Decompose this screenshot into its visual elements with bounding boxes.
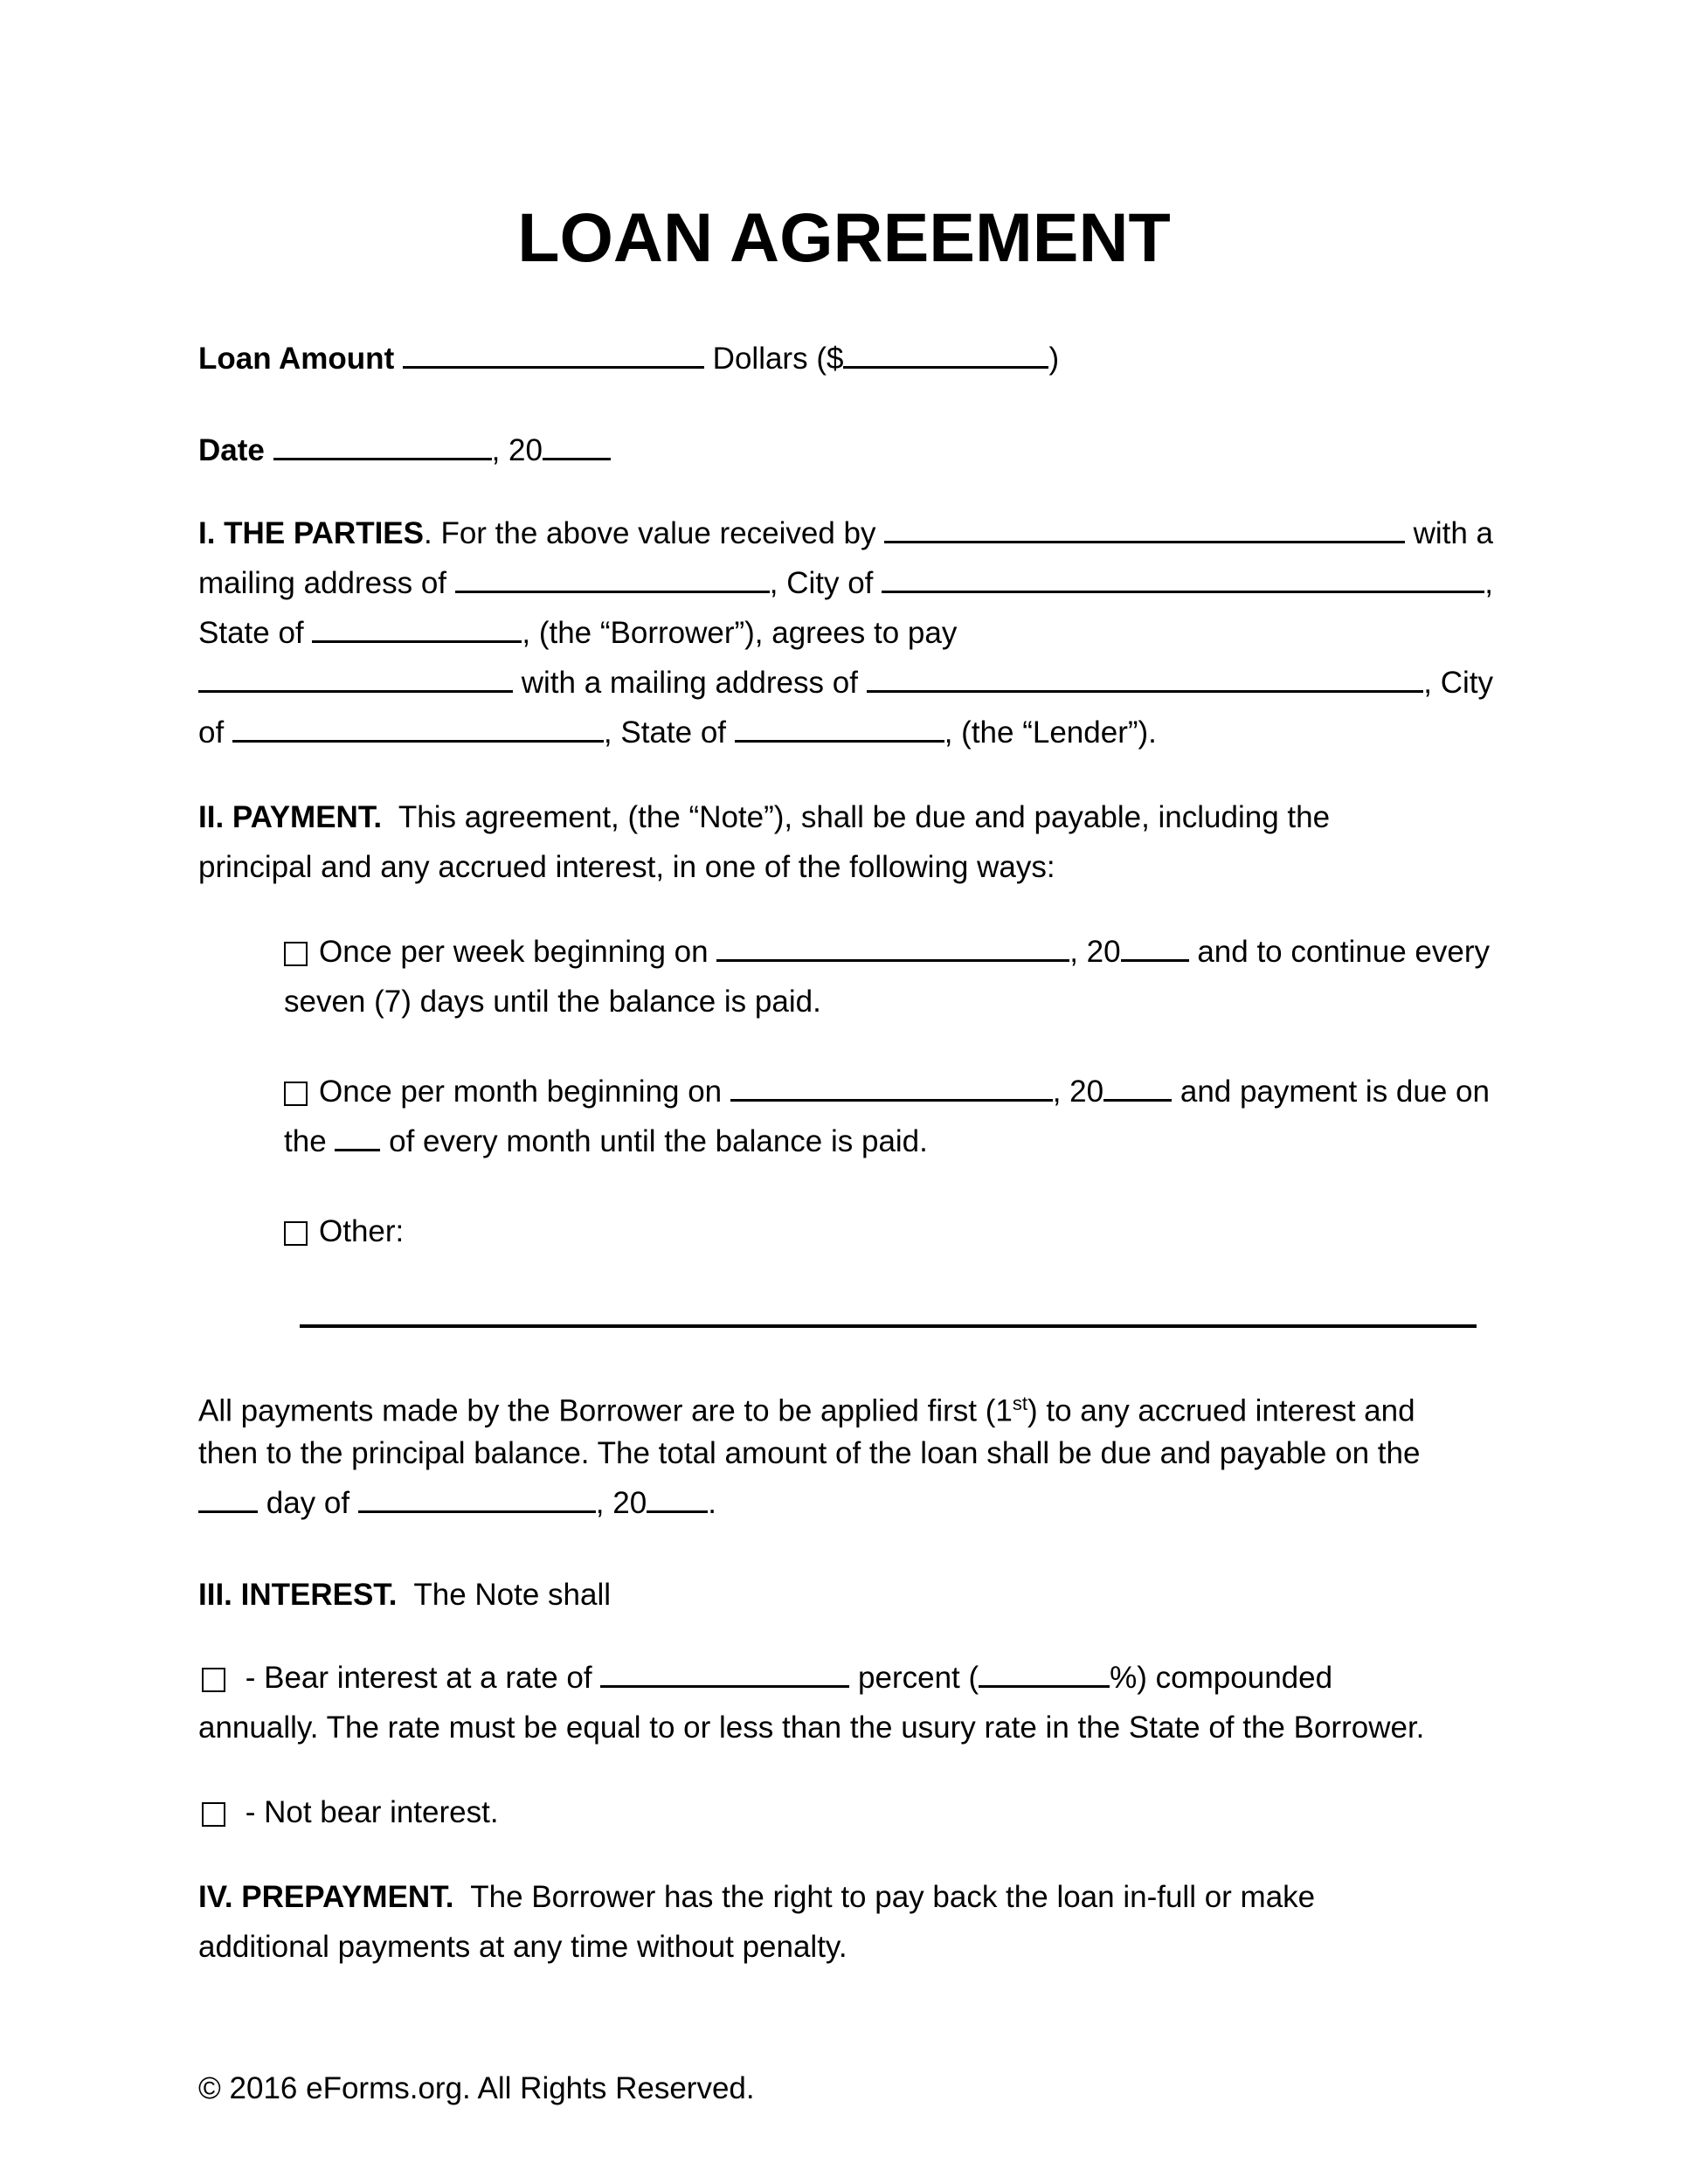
option-not-bear-line xyxy=(198,1787,1493,1837)
checkbox-bear-interest[interactable] xyxy=(202,1668,225,1692)
parties-line-3-start: State of xyxy=(198,616,313,650)
option-bear-label: - Bear interest at a rate of xyxy=(237,1661,601,1695)
due-month-blank[interactable] xyxy=(358,1490,596,1513)
month-start-date-blank[interactable] xyxy=(730,1079,1053,1102)
month-start-year-blank[interactable] xyxy=(1103,1079,1172,1102)
option-week-tail: and to continue every xyxy=(1188,935,1490,969)
payment-intro-line-1 xyxy=(198,792,1493,842)
checkbox-once-per-week[interactable] xyxy=(284,942,308,966)
payment-intro-text: This agreement, (the “Note”), shall be due and payable, including the xyxy=(382,800,1331,834)
option-bear-tail: %) compounded xyxy=(1110,1661,1333,1695)
parties-line-2-end: , xyxy=(1484,566,1493,600)
checkbox-other[interactable] xyxy=(284,1221,308,1246)
prepayment-text: The Borrower has the right to pay back the loan in-full or make xyxy=(453,1880,1316,1914)
other-payment-blank[interactable] xyxy=(300,1324,1477,1328)
parties-line-5-start: of xyxy=(198,715,232,750)
allpay-paragraph xyxy=(198,1379,1493,1528)
option-other xyxy=(284,1206,1490,1256)
lender-city-blank[interactable] xyxy=(232,720,604,743)
interest-rate-percent-blank[interactable] xyxy=(979,1665,1110,1688)
option-month-line-2-end: of every month until the balance is paid. xyxy=(380,1124,928,1158)
parties-line-3-end: , (the “Borrower”), agrees to pay xyxy=(522,616,958,650)
week-start-year-blank[interactable] xyxy=(1121,939,1189,962)
lender-name-blank[interactable] xyxy=(198,670,513,693)
parties-line-2 xyxy=(198,558,1493,608)
option-once-per-week xyxy=(284,927,1490,1026)
date-blank[interactable] xyxy=(273,438,492,460)
section-payment xyxy=(198,792,1493,892)
checkbox-once-per-month[interactable] xyxy=(284,1082,308,1106)
option-month-year-prefix: , 20 xyxy=(1052,1075,1104,1109)
allpay-line-1-b: ) to any accrued interest and xyxy=(1027,1393,1415,1428)
loan-amount-label: Loan Amount xyxy=(198,342,403,376)
parties-line-1-end: with a xyxy=(1404,516,1493,550)
option-week-year-prefix: , 20 xyxy=(1069,935,1121,969)
parties-line-5-end: , (the “Lender”). xyxy=(944,715,1157,750)
interest-heading: III. INTEREST. xyxy=(198,1578,398,1612)
borrower-name-blank[interactable] xyxy=(884,521,1405,543)
option-bear-line-1 xyxy=(198,1653,1493,1703)
option-month-line-2-start: the xyxy=(284,1124,336,1158)
parties-line-5 xyxy=(198,708,1493,757)
dollars-label: Dollars ($ xyxy=(703,342,844,376)
payment-intro-line-2: principal and any accrued interest, in one of the following ways: xyxy=(198,850,1055,884)
loan-amount-words-blank[interactable] xyxy=(403,346,704,369)
allpay-line-3 xyxy=(198,1478,1493,1528)
option-week-label: Once per week beginning on xyxy=(319,935,717,969)
option-month-line-2 xyxy=(284,1116,1490,1166)
date-year-blank[interactable] xyxy=(543,438,611,460)
allpay-line-3-mid: day of xyxy=(258,1486,358,1520)
borrower-city-blank[interactable] xyxy=(882,570,1484,593)
interest-intro-line xyxy=(198,1570,1493,1620)
date-line xyxy=(198,425,1493,475)
copyright-text: © 2016 eForms.org. All Rights Reserved. xyxy=(198,2071,755,2105)
option-month-label: Once per month beginning on xyxy=(319,1075,730,1109)
day-of-month-blank[interactable] xyxy=(335,1129,380,1151)
borrower-address-blank[interactable] xyxy=(455,570,770,593)
due-year-blank[interactable] xyxy=(647,1490,708,1513)
allpay-line-1 xyxy=(198,1379,1493,1428)
loan-amount-number-blank[interactable] xyxy=(843,346,1048,369)
option-not-bear-interest xyxy=(198,1787,1493,1837)
parties-heading: I. THE PARTIES xyxy=(198,516,424,550)
week-start-date-blank[interactable] xyxy=(716,939,1069,962)
parties-line-4-end: , City xyxy=(1423,666,1493,700)
parties-line-4-mid: with a mailing address of xyxy=(513,666,867,700)
close-paren: ) xyxy=(1048,342,1060,376)
section-prepayment xyxy=(198,1872,1493,1972)
prepayment-line-1 xyxy=(198,1872,1493,1922)
parties-line-4 xyxy=(198,658,1493,708)
section-interest xyxy=(198,1570,1493,1620)
prepayment-heading: IV. PREPAYMENT. xyxy=(198,1880,454,1914)
borrower-state-blank[interactable] xyxy=(312,620,522,643)
allpay-line-1-a: All payments made by the Borrower are to be applied first (1 xyxy=(198,1393,1013,1428)
date-label: Date xyxy=(198,433,273,467)
parties-line-2-start: mailing address of xyxy=(198,566,455,600)
option-bear-interest xyxy=(198,1653,1493,1752)
parties-line-2-mid: , City of xyxy=(769,566,882,600)
interest-intro-text: The Note shall xyxy=(397,1578,612,1612)
lender-address-blank[interactable] xyxy=(867,670,1424,693)
option-bear-line-2: annually. The rate must be equal to or less than the usury rate in the State of the Borrower. xyxy=(198,1711,1425,1745)
prepayment-line-2: additional payments at any time without penalty. xyxy=(198,1930,847,1964)
option-week-line-2: seven (7) days until the balance is paid. xyxy=(284,985,821,1019)
section-parties xyxy=(198,508,1493,757)
interest-rate-words-blank[interactable] xyxy=(600,1665,849,1688)
lender-state-blank[interactable] xyxy=(735,720,944,743)
loan-amount-line xyxy=(198,334,1493,384)
allpay-year-prefix: , 20 xyxy=(595,1486,647,1520)
checkbox-not-bear-interest[interactable] xyxy=(202,1802,225,1827)
option-once-per-month xyxy=(284,1067,1490,1166)
parties-line-3 xyxy=(198,608,1493,658)
option-not-bear-label: - Not bear interest. xyxy=(237,1795,499,1829)
allpay-line-2: then to the principal balance. The total amount of the loan shall be due and payable on the xyxy=(198,1436,1421,1470)
allpay-superscript: st xyxy=(1012,1393,1027,1414)
due-day-blank[interactable] xyxy=(198,1490,258,1513)
option-other-label: Other: xyxy=(319,1214,405,1248)
document-title: LOAN AGREEMENT xyxy=(517,198,1171,276)
option-month-line-1 xyxy=(284,1067,1490,1116)
date-year-prefix: , 20 xyxy=(491,433,543,467)
option-month-tail: and payment is due on xyxy=(1172,1075,1490,1109)
parties-line-1 xyxy=(198,508,1493,558)
parties-line-5-mid: , State of xyxy=(603,715,735,750)
payment-heading: II. PAYMENT. xyxy=(198,800,383,834)
option-week-line-1 xyxy=(284,927,1490,977)
allpay-period: . xyxy=(708,1486,716,1520)
option-bear-mid: percent ( xyxy=(849,1661,979,1695)
parties-line-1-text: . For the above value received by xyxy=(424,516,885,550)
option-other-line xyxy=(284,1206,1490,1256)
